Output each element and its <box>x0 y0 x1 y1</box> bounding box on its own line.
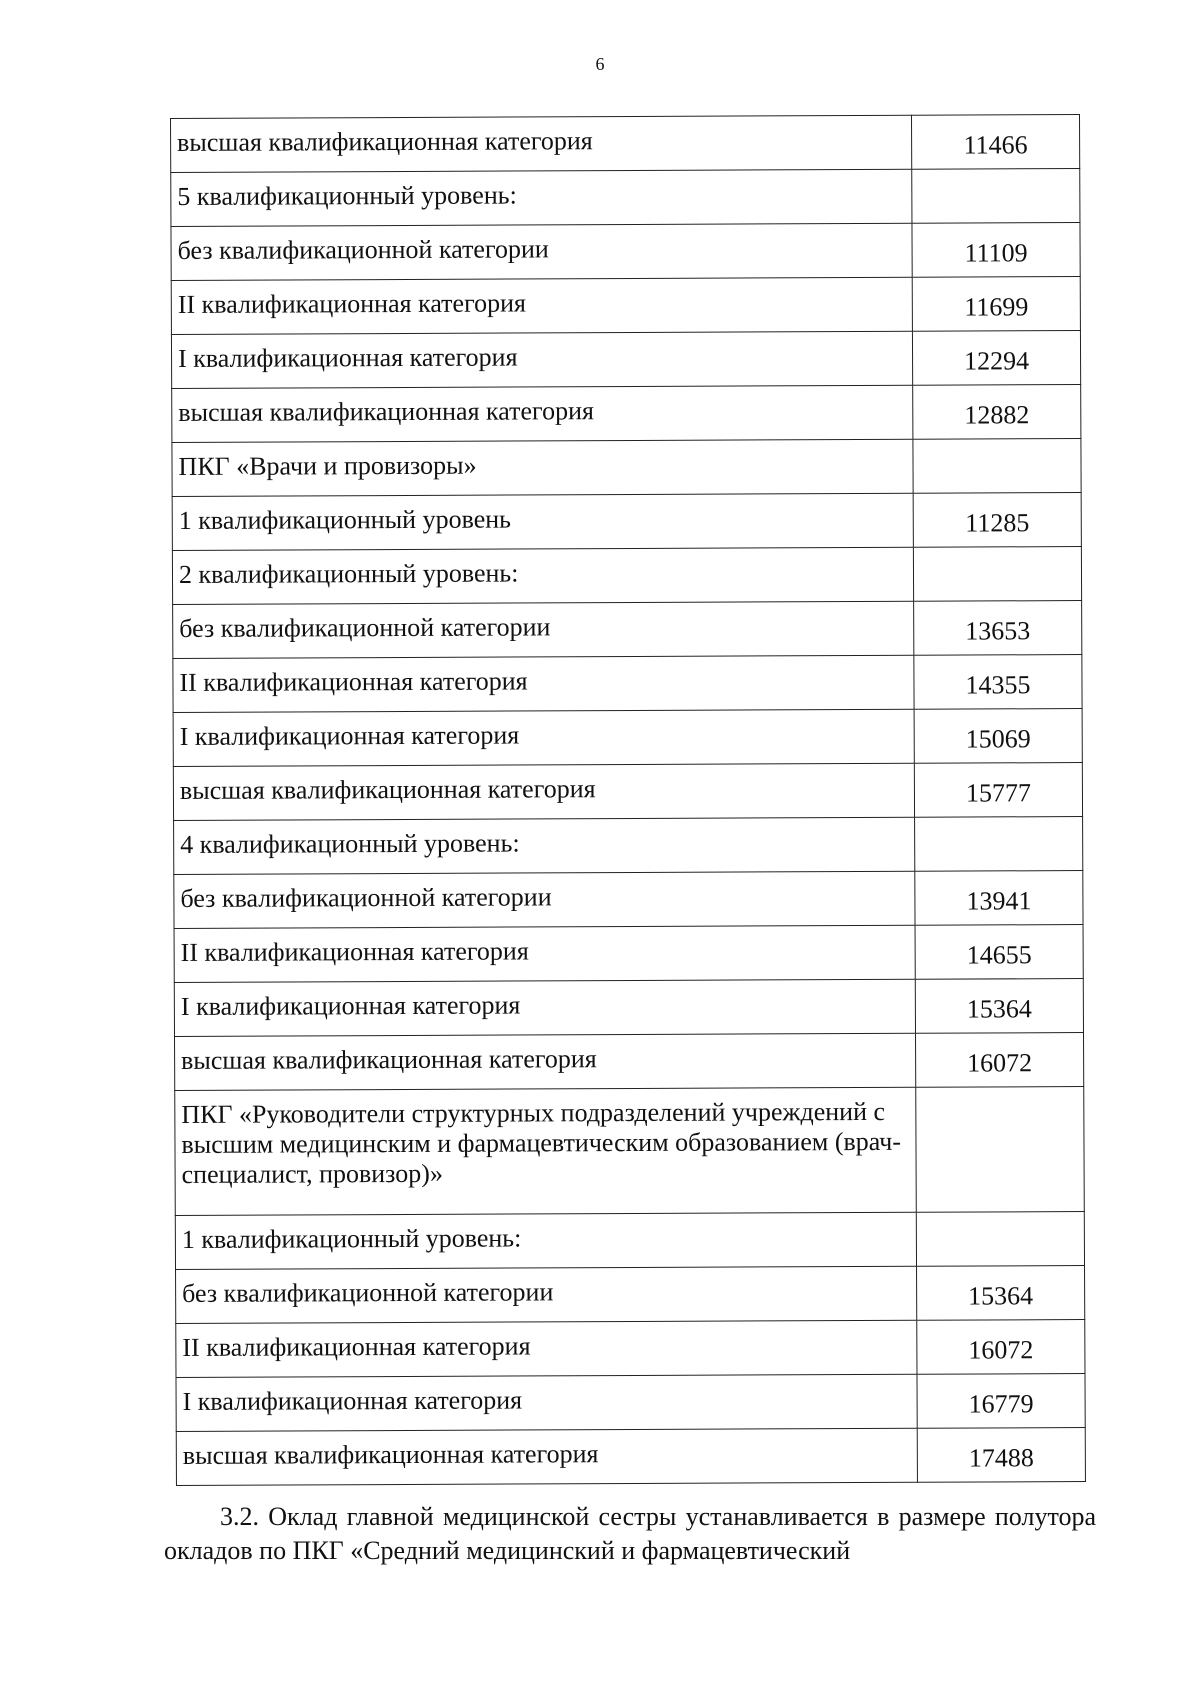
table-row <box>172 439 1081 497</box>
table-row <box>171 169 1080 227</box>
row-label: высшая квалификационная категория <box>175 1033 916 1090</box>
table-row <box>174 817 1083 875</box>
row-label: без квалификационной категории <box>173 601 914 658</box>
row-value <box>916 1212 1084 1267</box>
row-value: 13941 <box>915 871 1083 926</box>
row-label: I квалификационная категория <box>173 709 914 766</box>
row-value: 11109 <box>912 223 1080 278</box>
row-label: I квалификационная категория <box>171 331 912 388</box>
table-row <box>171 277 1080 335</box>
row-label: высшая квалификационная категория <box>176 1428 917 1485</box>
row-value: 15364 <box>917 1266 1085 1321</box>
row-value: 14655 <box>915 925 1083 980</box>
row-value: 15364 <box>915 979 1083 1034</box>
row-value <box>913 439 1081 494</box>
row-label: 4 квалификационный уровень: <box>174 817 915 874</box>
table-row <box>171 331 1080 389</box>
row-label: II квалификационная категория <box>173 655 914 712</box>
table-row <box>175 1087 1085 1216</box>
page-number: 6 <box>595 54 605 74</box>
row-label: без квалификационной категории <box>174 871 915 928</box>
row-value: 15777 <box>914 763 1082 818</box>
paragraph-3-2: 3.2. Оклад главной медицинской сестры устанавливается в размере полутора окладов по ПКГ «Средний медицинский и фармацевтический <box>164 1502 1096 1565</box>
row-value: 11466 <box>911 115 1079 170</box>
row-value: 11285 <box>913 493 1081 548</box>
row-label: ПКГ «Врачи и провизоры» <box>172 439 913 496</box>
table-row <box>173 601 1082 659</box>
row-label: без квалификационной категории <box>176 1266 917 1323</box>
row-label: высшая квалификационная категория <box>171 115 912 172</box>
row-value: 11699 <box>912 277 1080 332</box>
table-row <box>172 547 1081 605</box>
row-label: высшая квалификационная категория <box>172 385 913 442</box>
table-row <box>176 1266 1085 1324</box>
row-label: II квалификационная категория <box>174 925 915 982</box>
row-value <box>912 169 1080 224</box>
row-value: 15069 <box>914 709 1082 764</box>
row-value <box>913 547 1081 602</box>
table-row <box>173 655 1082 713</box>
row-value <box>915 817 1083 872</box>
table-row <box>174 871 1083 929</box>
row-label: I квалификационная категория <box>174 979 915 1036</box>
row-label: 1 квалификационный уровень <box>172 493 913 550</box>
table-row <box>174 925 1083 983</box>
row-value: 12882 <box>913 385 1081 440</box>
row-label: без квалификационной категории <box>171 223 912 280</box>
row-value: 13653 <box>914 601 1082 656</box>
table-row <box>173 709 1082 767</box>
table-row <box>175 1033 1084 1091</box>
table-row <box>172 385 1081 443</box>
row-value: 16779 <box>917 1374 1085 1429</box>
table-row <box>171 115 1080 173</box>
row-value: 16072 <box>917 1320 1085 1375</box>
row-value: 12294 <box>912 331 1080 386</box>
table-row <box>176 1428 1085 1486</box>
table-row <box>175 1212 1084 1270</box>
row-value: 16072 <box>916 1033 1084 1088</box>
row-value: 14355 <box>914 655 1082 710</box>
row-label: II квалификационная категория <box>176 1320 917 1377</box>
row-label: 1 квалификационный уровень: <box>175 1212 916 1269</box>
table-row <box>176 1374 1085 1432</box>
row-label: I квалификационная категория <box>176 1374 917 1431</box>
table-row <box>172 493 1081 551</box>
row-value: 17488 <box>917 1428 1085 1483</box>
row-label: высшая квалификационная категория <box>173 763 914 820</box>
table-row <box>176 1320 1085 1378</box>
table-row <box>174 979 1083 1037</box>
row-label: ПКГ «Руководители структурных подразделений учреждений с высшим медицинским и фармацевтическим образованием (врач-специалист, провизор)» <box>175 1087 917 1215</box>
row-label: II квалификационная категория <box>171 277 912 334</box>
row-value <box>916 1087 1085 1213</box>
table-row <box>171 223 1080 281</box>
table-row <box>173 763 1082 821</box>
salary-table <box>170 114 1086 1486</box>
row-label: 5 квалификационный уровень: <box>171 169 912 226</box>
row-label: 2 квалификационный уровень: <box>172 547 913 604</box>
